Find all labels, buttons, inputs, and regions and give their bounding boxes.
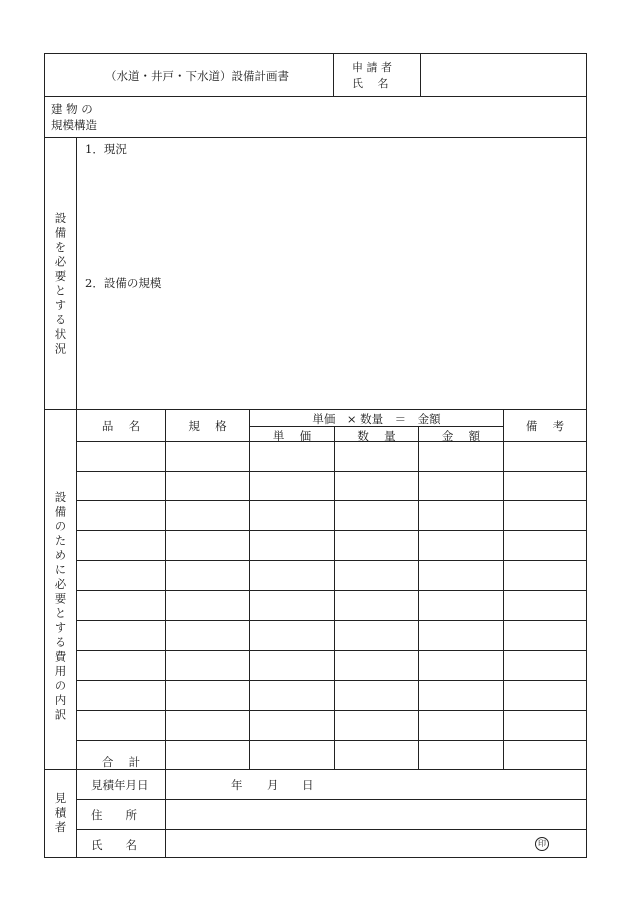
situation-item-scale: 2．設備の規模 — [85, 276, 162, 290]
cost-header-amount: 金 額 — [441, 429, 481, 443]
estimate-date-day: 日 — [302, 778, 314, 792]
estimator-name-label: 氏 名 — [91, 838, 137, 852]
table-row[interactable] — [77, 681, 586, 710]
costs-side-label: 設備のために必要とする費用の内訳 — [53, 491, 68, 723]
cost-header-formula: 単価 × 数量 ＝ 金額 — [312, 412, 441, 426]
applicant-name-field[interactable] — [421, 54, 586, 96]
estimator-name-field[interactable] — [166, 830, 586, 858]
table-row[interactable] — [77, 561, 586, 590]
table-row[interactable] — [77, 472, 586, 500]
situation-side-label: 設備を必要とする状況 — [53, 212, 68, 357]
cost-header-unit-price: 単 価 — [272, 429, 312, 443]
cost-header-remarks: 備 考 — [525, 419, 565, 433]
building-structure-field[interactable] — [115, 97, 585, 137]
seal-icon: 印 — [535, 837, 549, 851]
table-row[interactable] — [77, 501, 586, 530]
table-row[interactable] — [77, 651, 586, 680]
estimate-date-year: 年 — [231, 778, 243, 792]
applicant-label-line2: 氏 名 — [352, 77, 389, 90]
situation-item-current: 1．現況 — [85, 142, 127, 156]
table-row[interactable] — [77, 711, 586, 740]
table-row[interactable] — [77, 621, 586, 650]
applicant-label-line1: 申 請 者 — [352, 61, 392, 74]
building-label-line1: 建 物 の — [51, 102, 93, 116]
cost-total-label: 合 計 — [101, 755, 141, 769]
estimate-date-label: 見積年月日 — [91, 778, 149, 792]
cost-header-item-name: 品 名 — [101, 419, 141, 433]
estimator-address-field[interactable] — [166, 800, 586, 829]
situation-scale-field[interactable] — [77, 292, 585, 408]
estimate-date-month: 月 — [267, 778, 279, 792]
building-label-line2: 規模構造 — [51, 118, 97, 132]
table-row[interactable] — [77, 531, 586, 560]
situation-current-field[interactable] — [77, 157, 585, 269]
cost-header-spec: 規 格 — [188, 419, 227, 433]
equipment-plan-form — [44, 53, 587, 858]
estimate-date-field[interactable] — [166, 770, 586, 799]
table-row[interactable] — [77, 591, 586, 620]
form-title: （水道・井戸・下水道）設備計画書 — [105, 69, 289, 83]
estimator-address-label: 住 所 — [91, 808, 137, 822]
estimator-side-label: 見積者 — [53, 792, 68, 836]
cost-header-quantity: 数 量 — [357, 429, 396, 443]
table-row[interactable] — [77, 442, 586, 471]
cost-total-row[interactable] — [166, 741, 586, 769]
